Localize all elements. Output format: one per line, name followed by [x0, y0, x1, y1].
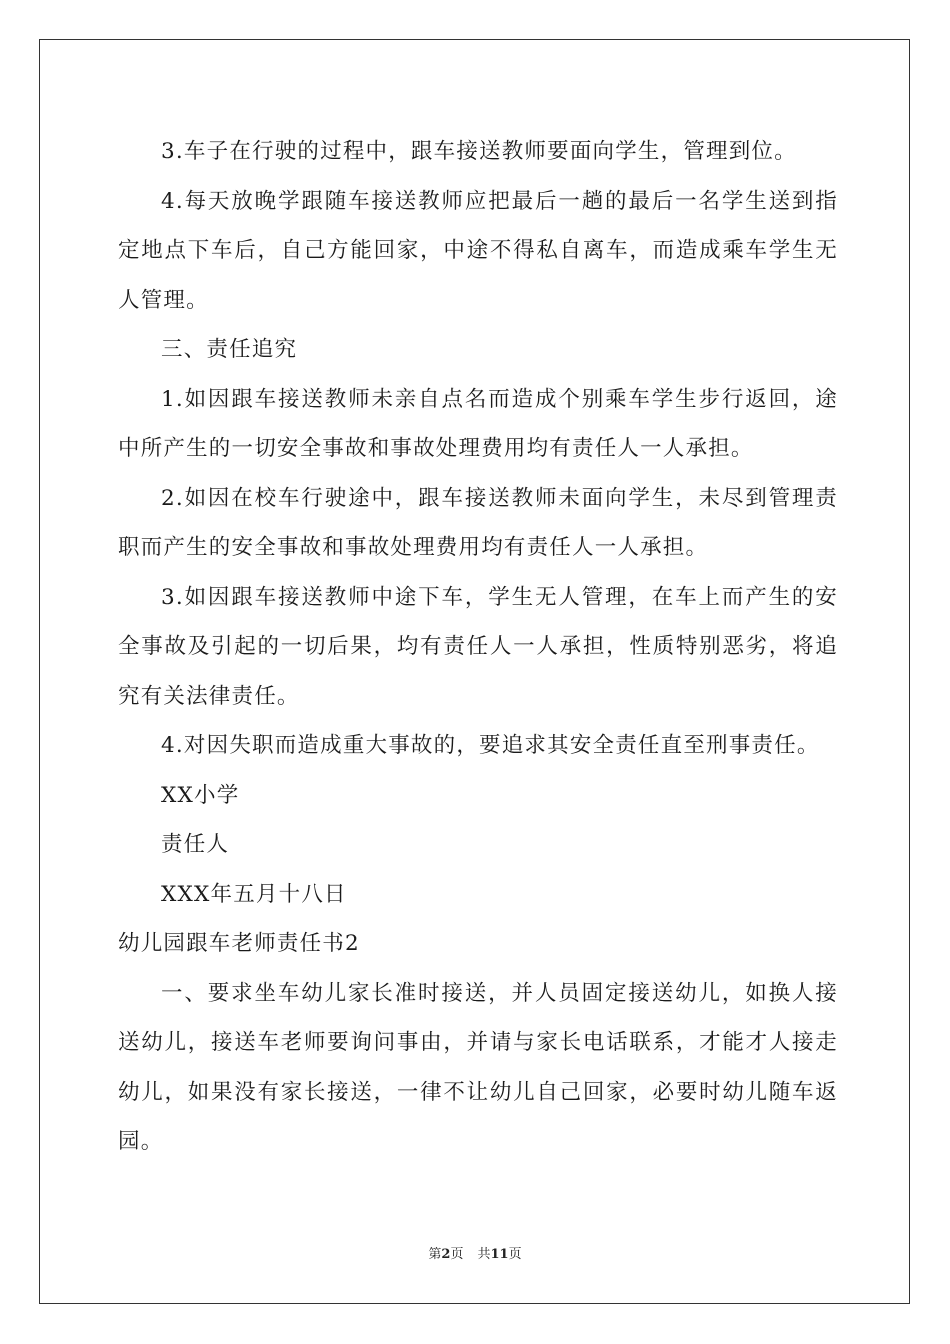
signature-date: XXX年五月十八日 [161, 881, 347, 907]
paragraph-7: 一、要求坐车幼儿家长准时接送，并人员固定接送幼儿，如换人接送幼儿，接送车老师要询问事由，并请与家长电话联系，才能才人接走幼儿，如果没有家长接送，一律不让幼儿自己回家，必要时幼儿随车返园。 [118, 980, 838, 1154]
total-suffix: 页 [508, 1247, 522, 1262]
paragraph-1: 3.车子在行驶的过程中，跟车接送教师要面向学生，管理到位。 [161, 139, 797, 164]
page-footer [0, 1246, 950, 1264]
total-prefix: 共 [477, 1247, 491, 1262]
paragraph-5: 3.如因跟车接送教师中途下车，学生无人管理，在车上而产生的安全事故及引起的一切后果，均有责任人一人承担，性质特别恶劣，将追究有关法律责任。 [118, 584, 838, 709]
page-current: 2 [441, 1247, 451, 1262]
paragraph-6: 4.对因失职而造成重大事故的，要追求其安全责任直至刑事责任。 [161, 733, 820, 758]
document-body [118, 127, 838, 1167]
signature-person: 责任人 [161, 832, 230, 857]
page-prefix: 第 [428, 1247, 442, 1262]
document-title: 幼儿园跟车老师责任书2 [118, 931, 360, 956]
page-suffix: 页 [450, 1247, 464, 1262]
paragraph-2: 4.每天放晚学跟随车接送教师应把最后一趟的最后一名学生送到指定地点下车后，自己方能回家，中途不得私自离车，而造成乘车学生无人管理。 [118, 188, 838, 313]
section-heading: 三、责任追究 [161, 337, 298, 362]
paragraph-4: 2.如因在校车行驶途中，跟车接送教师未面向学生，未尽到管理责职而产生的安全事故和事故处理费用均有责任人一人承担。 [118, 485, 838, 560]
page-total: 11 [490, 1247, 509, 1262]
signature-school: XX小学 [161, 782, 240, 808]
paragraph-3: 1.如因跟车接送教师未亲自点名而造成个别乘车学生步行返回，途中所产生的一切安全事故和事故处理费用均有责任人一人承担。 [118, 386, 838, 461]
